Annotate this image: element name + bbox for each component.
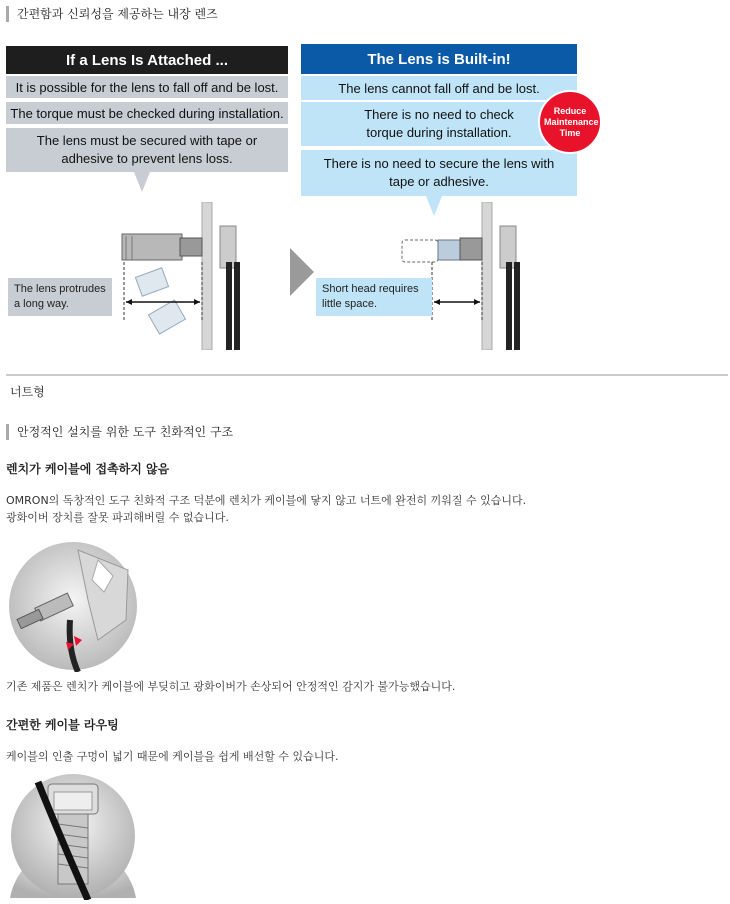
section-divider	[6, 374, 728, 376]
wrench-illustration	[8, 540, 138, 672]
section-title-tool: 안정적인 설치를 위한 도구 친화적인 구조	[6, 424, 233, 440]
badge-text: Reduce Maintenance Time	[544, 105, 599, 138]
transition-arrow-icon	[290, 248, 314, 296]
left-item-2: The torque must be checked during installation.	[6, 102, 288, 124]
routing-desc: 케이블의 인출 구멍이 넓기 때문에 케이블을 쉽게 배선할 수 있습니다.	[6, 750, 339, 763]
left-header-text: If a Lens Is Attached ...	[66, 51, 228, 69]
right-callout: Short head requires little space.	[316, 278, 432, 316]
left-item-3: The lens must be secured with tape or adhesive to prevent lens loss.	[6, 128, 288, 172]
right-item-1: The lens cannot fall off and be lost.	[301, 76, 577, 100]
left-pointer	[134, 172, 150, 192]
cable-routing-illustration	[8, 772, 138, 900]
right-item-3: There is no need to secure the lens with tape or adhesive.	[301, 150, 577, 196]
left-item-1: It is possible for the lens to fall off and be lost.	[6, 76, 288, 98]
right-sensor-illustration	[396, 202, 536, 350]
section-title-lens: 간편함과 신뢰성을 제공하는 내장 렌즈	[6, 6, 218, 22]
right-header-text: The Lens is Built-in!	[367, 50, 511, 68]
routing-title: 간편한 케이블 라우팅	[6, 718, 119, 732]
wrench-title: 렌치가 케이블에 접촉하지 않음	[6, 462, 170, 476]
left-callout: The lens protrudes a long way.	[8, 278, 112, 316]
reduce-maintenance-badge	[538, 90, 602, 154]
wrench-caption: 기존 제품은 렌치가 케이블에 부딪히고 광화이버가 손상되어 안정적인 감지가 불가능했습니다.	[6, 680, 456, 693]
wrench-desc-line2: 광화이버 장치를 잘못 파괴해버릴 수 없습니다.	[6, 511, 229, 524]
section-title-nut: 너트형	[10, 385, 45, 399]
lens-comparison-diagram	[6, 42, 599, 352]
right-header	[301, 44, 577, 74]
wrench-desc-line1: OMRON의 독창적인 도구 친화적 구조 덕분에 렌치가 케이블에 닿지 않고 너트에 완전히 끼워질 수 있습니다.	[6, 494, 527, 507]
right-item-2: There is no need to check torque during installation.	[301, 102, 577, 146]
left-header	[6, 46, 288, 74]
left-sensor-illustration	[116, 202, 256, 350]
